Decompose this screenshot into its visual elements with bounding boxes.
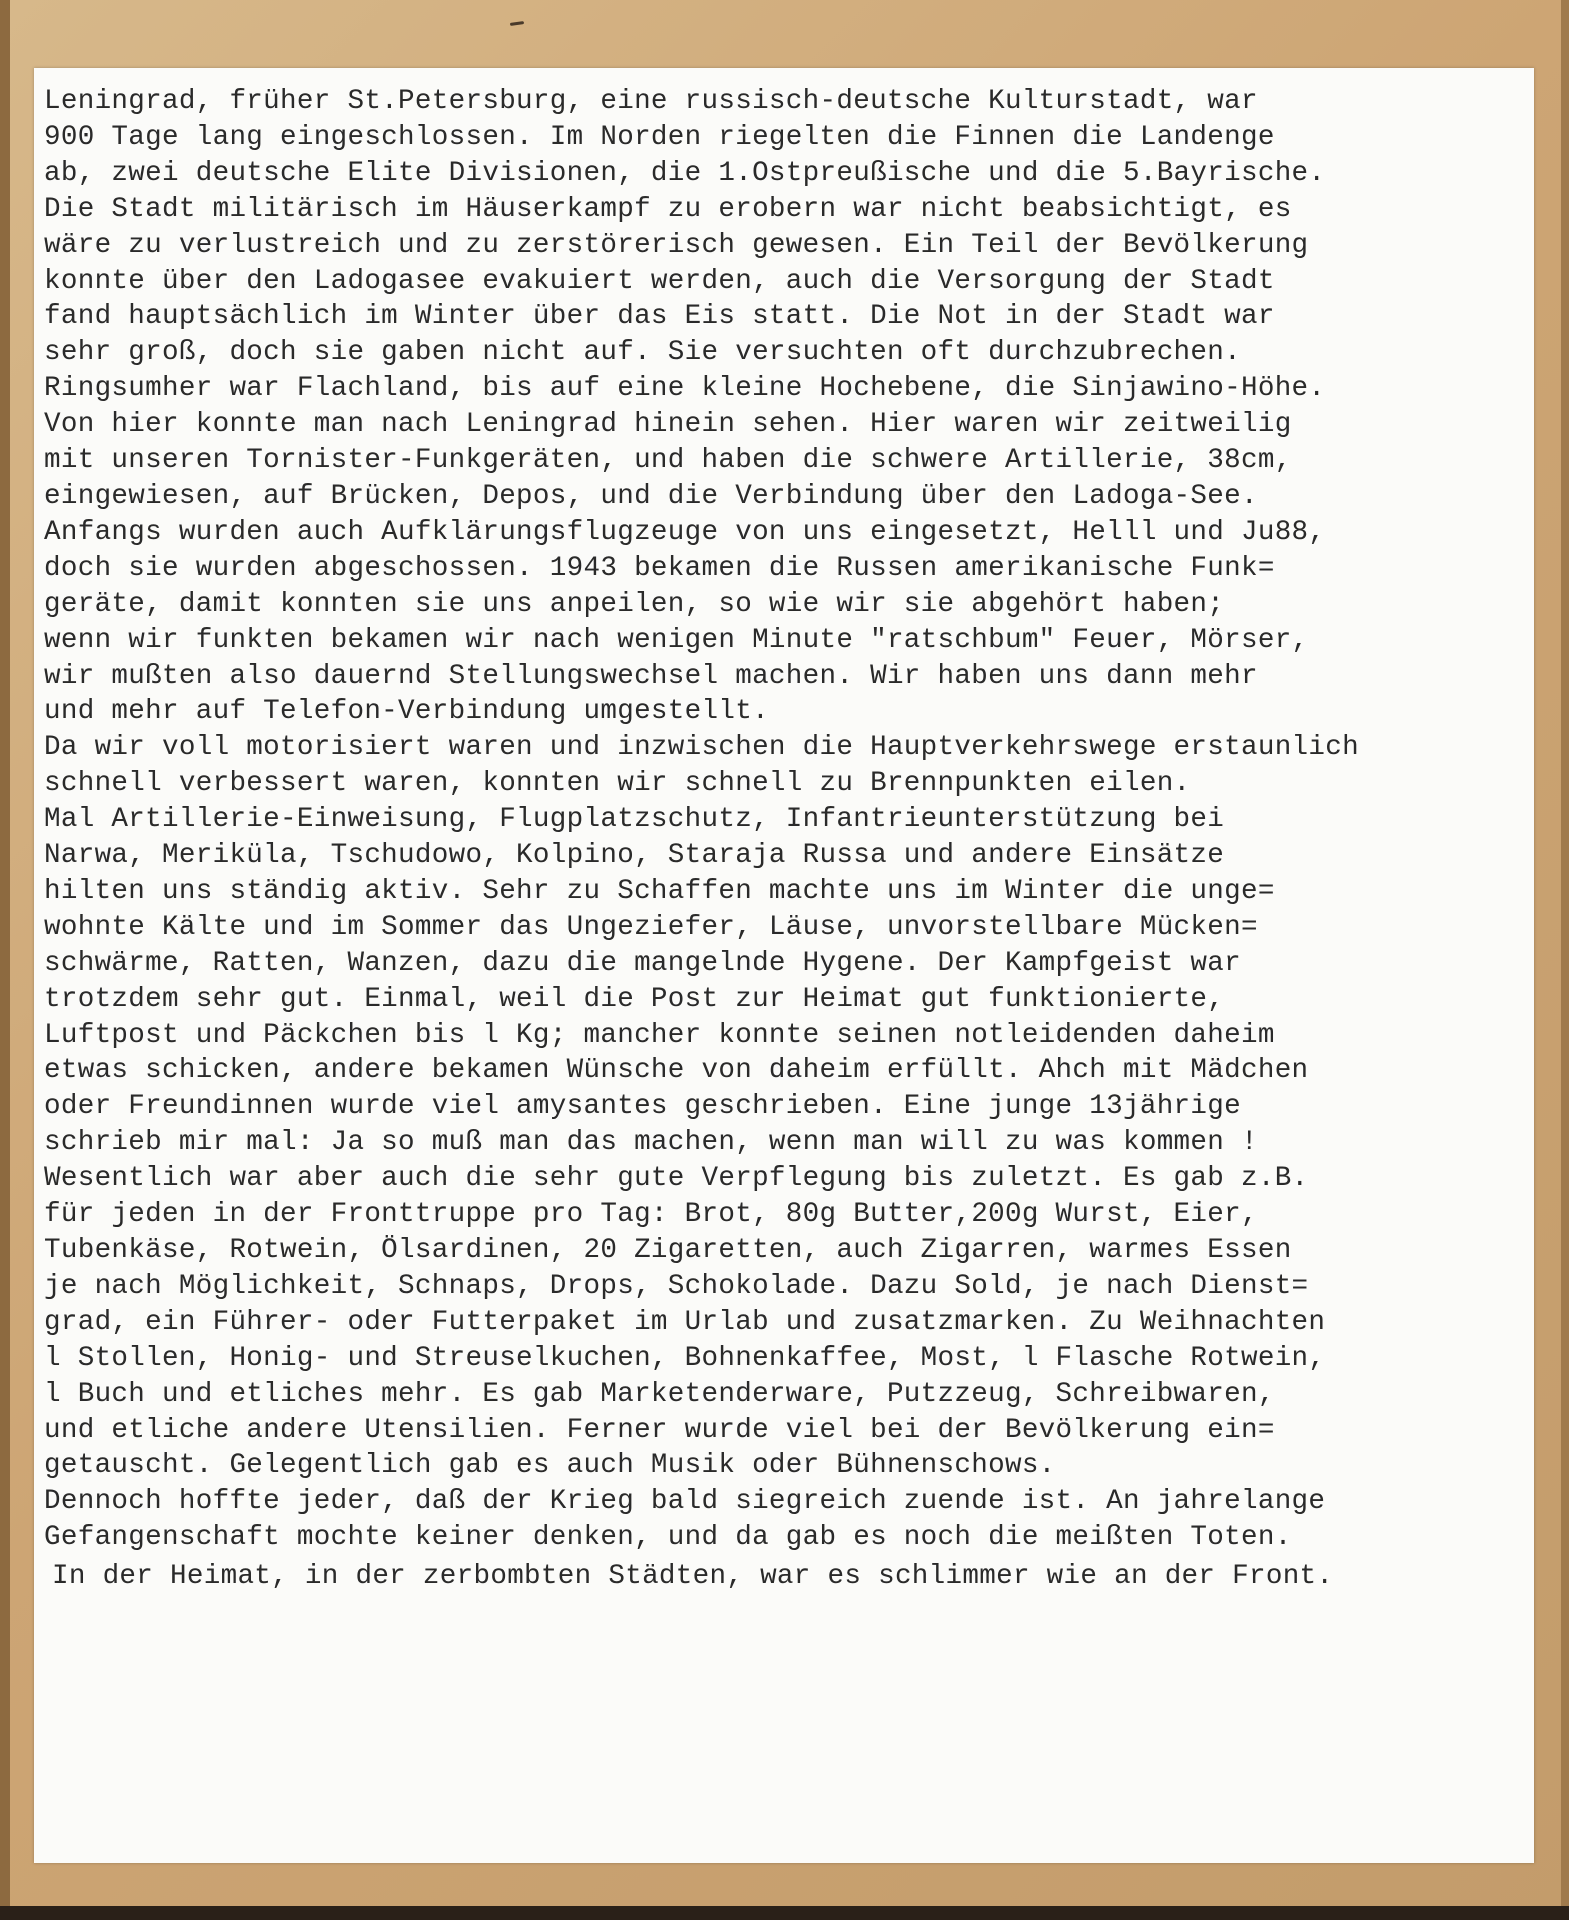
text-line: Leningrad, früher St.Petersburg, eine russisch-deutsche Kulturstadt, war: [44, 86, 1258, 117]
text-line: wenn wir funkten bekamen wir nach wenigen Minute "ratschbum" Feuer, Mörser,: [44, 624, 1309, 656]
board-left-edge: [0, 0, 10, 1920]
board-bottom-edge: [0, 1906, 1569, 1920]
text-line: In der Heimat, in der zerbombten Städten, war es schlimmer wie an der Front.: [52, 1561, 1334, 1593]
text-line: Da wir voll motorisiert waren und inzwischen die Hauptverkehrswege erstaunlich: [44, 732, 1359, 764]
text-line: trotzdem sehr gut. Einmal, weil die Post zur Heimat gut funktionierte,: [44, 983, 1225, 1015]
text-line: schwärme, Ratten, Wanzen, dazu die mangelnde Hygene. Der Kampfgeist war: [44, 947, 1241, 979]
text-line: Mal Artillerie-Einweisung, Flugplatzschutz, Infantrieunterstützung bei: [44, 804, 1225, 836]
text-line: etwas schicken, andere bekamen Wünsche von daheim erfüllt. Ahch mit Mädchen: [44, 1055, 1309, 1087]
text-line: schnell verbessert waren, konnten wir schnell zu Brennpunkten eilen.: [44, 768, 1191, 800]
text-line: Die Stadt militärisch im Häuserkampf zu erobern war nicht beabsichtigt, es: [44, 193, 1292, 225]
text-line: Anfangs wurden auch Aufklärungsflugzeuge von uns eingesetzt, Helll und Ju88,: [44, 516, 1326, 548]
text-line: hilten uns ständig aktiv. Sehr zu Schaffen machte uns im Winter die unge=: [44, 875, 1275, 907]
text-line: sehr groß, doch sie gaben nicht auf. Sie versuchten oft durchzubrechen.: [44, 337, 1241, 369]
text-line: l Buch und etliches mehr. Es gab Marketenderware, Putzzeug, Schreibwaren,: [44, 1378, 1275, 1410]
text-line: schrieb mir mal: Ja so muß man das machen, wenn man will zu was kommen !: [44, 1127, 1258, 1159]
text-line: Von hier konnte man nach Leningrad hinein sehen. Hier waren wir zeitweilig: [44, 409, 1292, 441]
text-line: und etliche andere Utensilien. Ferner wurde viel bei der Bevölkerung ein=: [44, 1414, 1275, 1446]
text-line: Luftpost und Päckchen bis l Kg; mancher konnte seinen notleidenden daheim: [44, 1019, 1275, 1051]
board-right-edge: [1561, 0, 1569, 1920]
text-line: und mehr auf Telefon-Verbindung umgestellt.: [44, 696, 769, 728]
text-line: eingewiesen, auf Brücken, Depos, und die Verbindung über den Ladoga-See.: [44, 480, 1258, 512]
text-line: geräte, damit konnten sie uns anpeilen, so wie wir sie abgehört haben;: [44, 588, 1225, 620]
text-line: grad, ein Führer- oder Futterpaket im Urlab und zusatzmarken. Zu Weihnachten: [44, 1306, 1326, 1338]
text-line: ab, zwei deutsche Elite Divisionen, die 1.Ostpreußische und die 5.Bayrische.: [44, 157, 1326, 189]
text-line: je nach Möglichkeit, Schnaps, Drops, Schokolade. Dazu Sold, je nach Dienst=: [44, 1270, 1309, 1302]
text-line: mit unseren Tornister-Funkgeräten, und haben die schwere Artillerie, 38cm,: [44, 445, 1292, 477]
text-line: Dennoch hoffte jeder, daß der Krieg bald siegreich zuende ist. An jahrelange: [44, 1486, 1326, 1518]
text-line: getauscht. Gelegentlich gab es auch Musik oder Bühnenschows.: [44, 1450, 1056, 1482]
text-line: Ringsumher war Flachland, bis auf eine kleine Hochebene, die Sinjawino-Höhe.: [44, 373, 1326, 405]
text-line: wir mußten also dauernd Stellungswechsel machen. Wir haben uns dann mehr: [44, 660, 1258, 692]
text-line: konnte über den Ladogasee evakuiert werden, auch die Versorgung der Stadt: [44, 265, 1275, 297]
text-line: wohnte Kälte und im Sommer das Ungeziefer, Läuse, unvorstellbare Mücken=: [44, 911, 1258, 943]
text-line: Tubenkäse, Rotwein, Ölsardinen, 20 Zigaretten, auch Zigarren, warmes Essen: [44, 1235, 1292, 1266]
text-line: doch sie wurden abgeschossen. 1943 bekamen die Russen amerikanische Funk=: [44, 552, 1275, 584]
text-line: 900 Tage lang eingeschlossen. Im Norden riegelten die Finnen die Landenge: [44, 121, 1275, 153]
text-line: fand hauptsächlich im Winter über das Eis statt. Die Not in der Stadt war: [44, 301, 1275, 333]
typewritten-text: [44, 84, 1494, 1595]
text-line: wäre zu verlustreich und zu zerstörerisch gewesen. Ein Teil der Bevölkerung: [44, 229, 1309, 261]
text-line: l Stollen, Honig- und Streuselkuchen, Bohnenkaffee, Most, l Flasche Rotwein,: [44, 1342, 1326, 1374]
text-line: Gefangenschaft mochte keiner denken, und da gab es noch die meißten Toten.: [44, 1522, 1292, 1554]
text-line: Wesentlich war aber auch die sehr gute Verpflegung bis zuletzt. Es gab z.B.: [44, 1163, 1309, 1195]
text-line: oder Freundinnen wurde viel amysantes geschrieben. Eine junge 13jährige: [44, 1091, 1241, 1123]
text-line: für jeden in der Fronttruppe pro Tag: Brot, 80g Butter,200g Wurst, Eier,: [44, 1199, 1258, 1231]
text-line: Narwa, Meriküla, Tschudowo, Kolpino, Staraja Russa und andere Einsätze: [44, 840, 1225, 872]
